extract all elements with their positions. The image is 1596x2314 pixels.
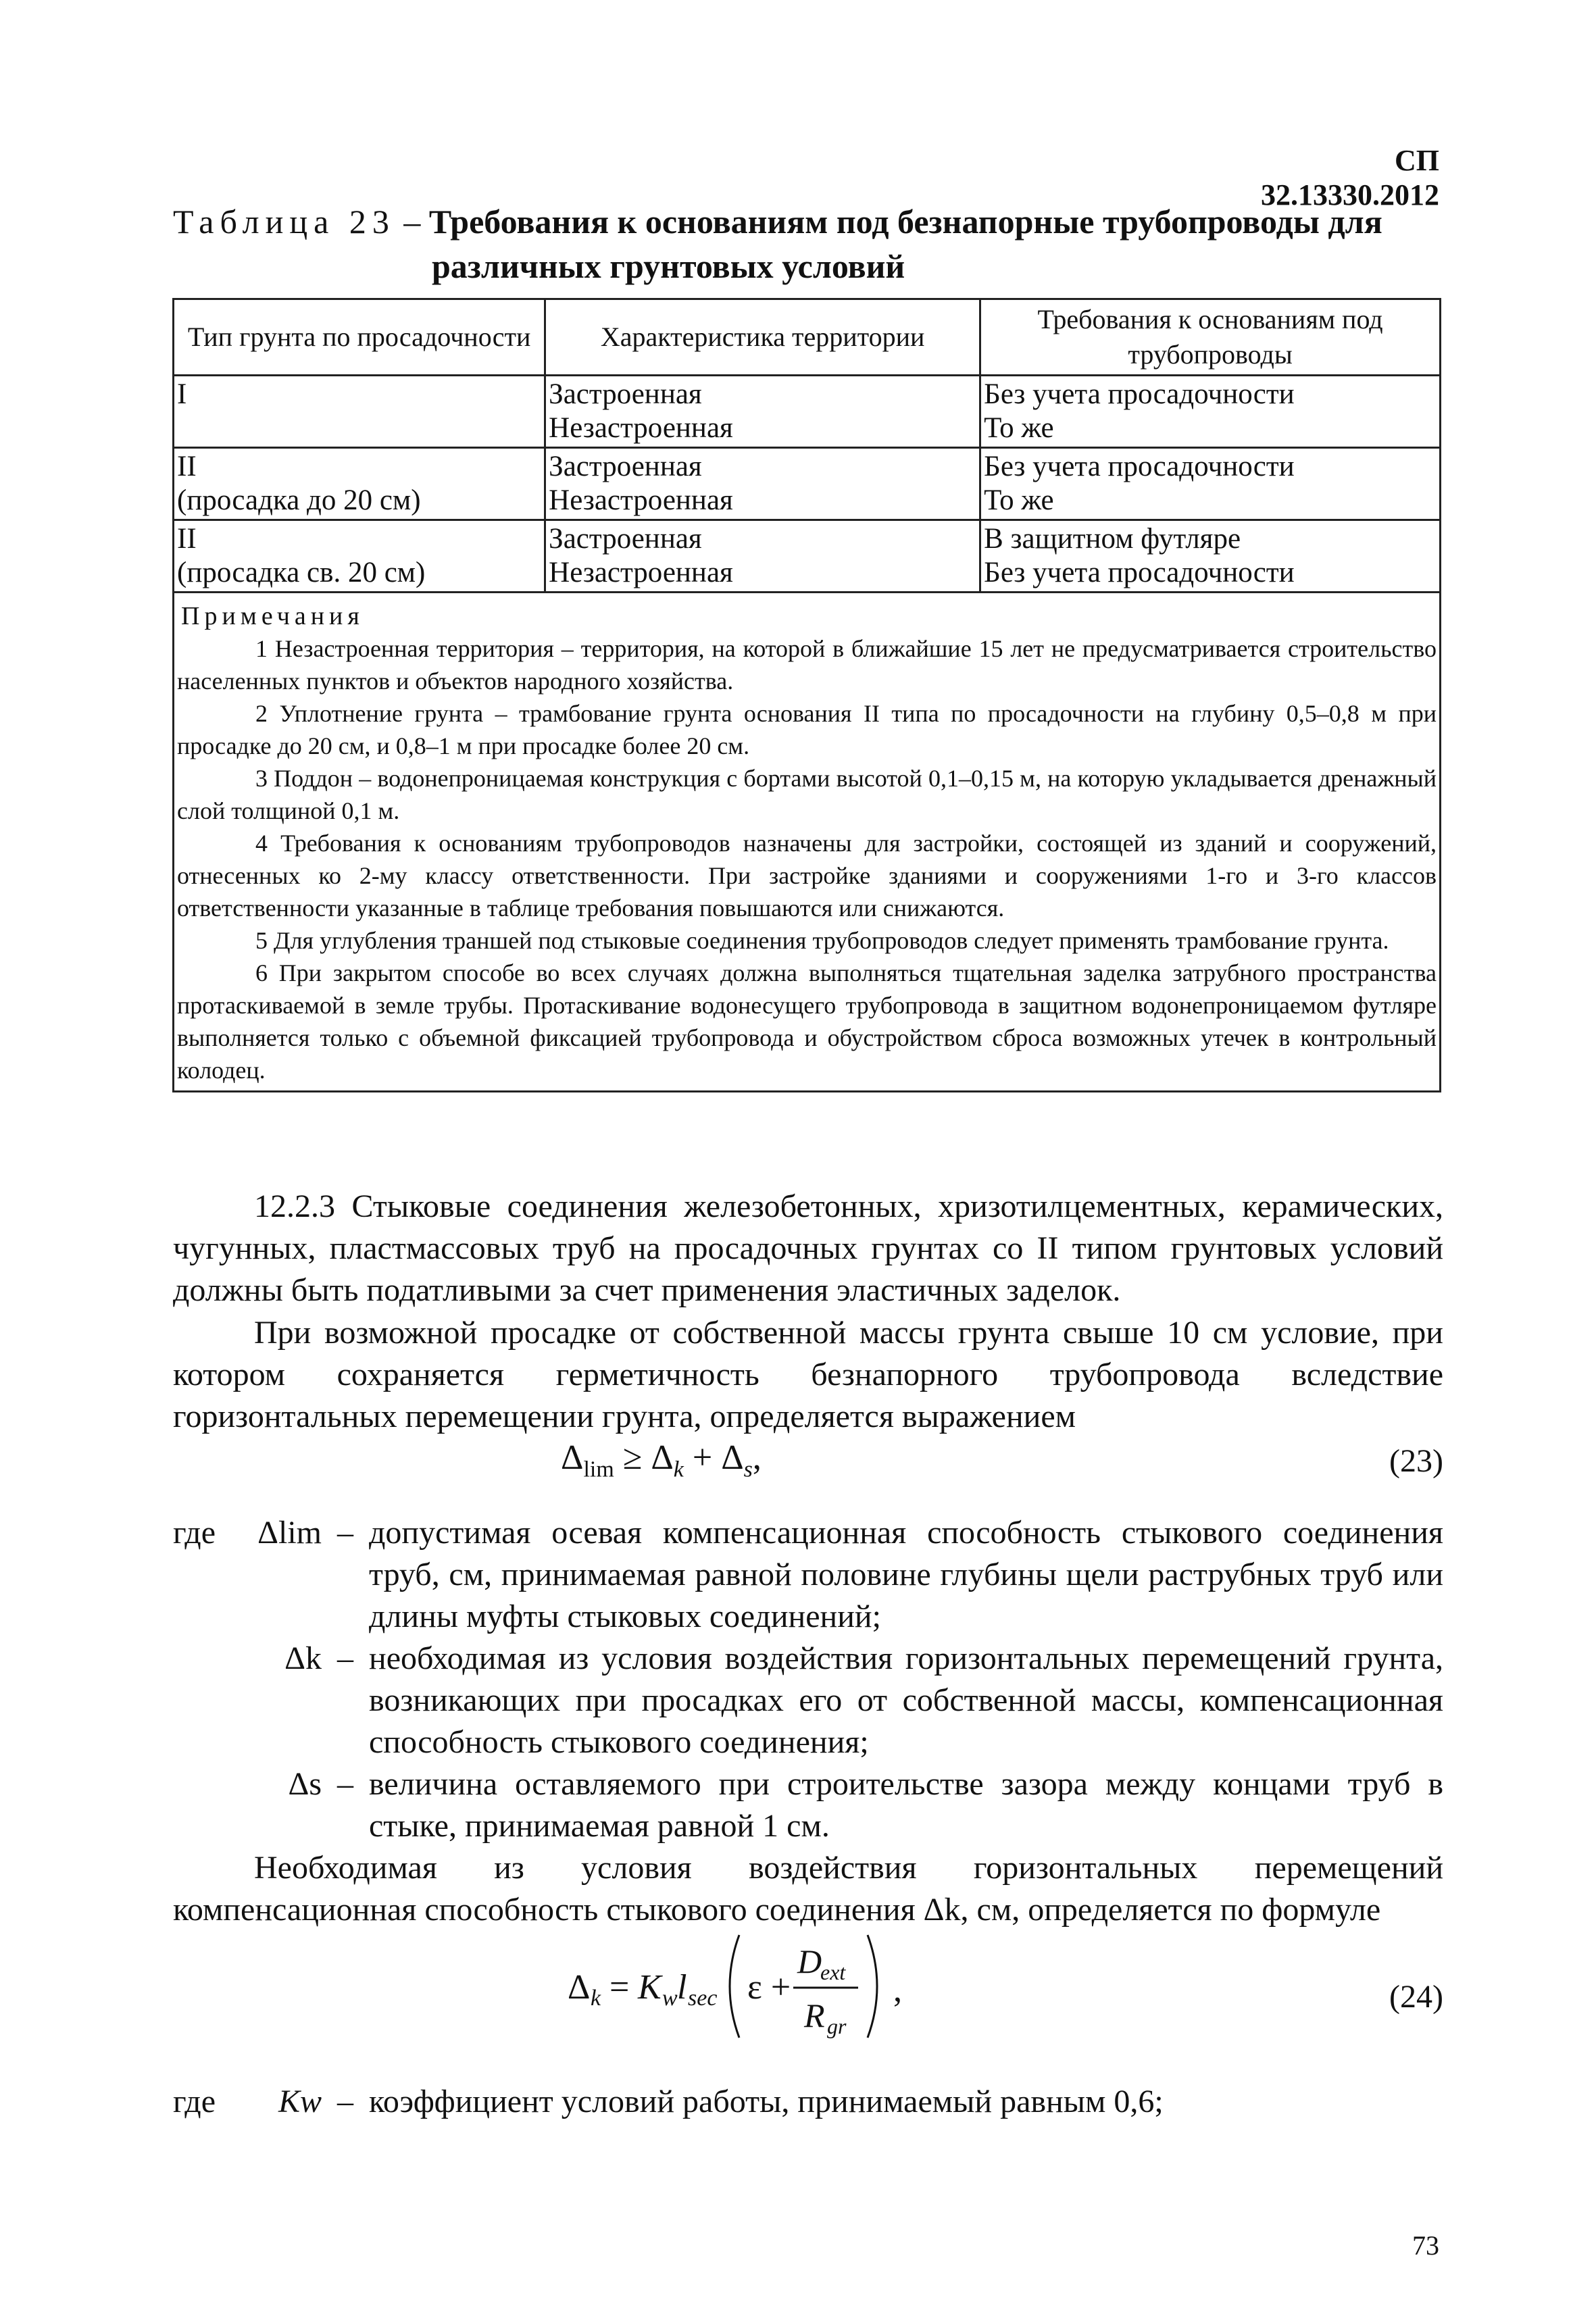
cell-requirement (980, 520, 1441, 593)
cell-soil-type (174, 448, 545, 520)
soil-type-note: (просадка св. 20 см) (177, 557, 426, 588)
cell-territory (545, 520, 980, 593)
definition-text: необходимая из условия воздействия горизонтальных перемещений грунта, возникающих при просадках его от собственной массы, компенсационная способность стыкового соединения; (369, 1640, 1443, 1760)
formula-24-number: (24) (1389, 1979, 1443, 2015)
svg-text:=: = (609, 1968, 630, 2007)
paragraph-formula-24-intro: Необходимая из условия воздействия горизонтальных перемещений компенсационная способность стыкового соединения Δk, см, определяется по формуле (173, 1850, 1443, 1928)
note-item: 6 При закрытом способе во всех случаях должна выполняться тщательная заделка затрубного пространства протаскиваемой в земле трубы. Протаскивание водонесущего трубопровода в защитном водонепроницаемом футляре выполняется только с объемной фиксацией трубопровода и обустройством сброса возможных утечек в контрольный колодец. (177, 959, 1437, 1084)
soil-type-note: (просадка до 20 см) (177, 484, 421, 516)
soil-type-text: II (177, 523, 197, 555)
territory-text: Застроенная (549, 523, 702, 555)
territory-text: Застроенная (549, 451, 702, 482)
svg-text:sec: sec (688, 1986, 718, 2011)
header-requirements: Требования к основаниям под трубопроводы (980, 299, 1441, 376)
header-soil-type: Тип грунта по просадочности (174, 299, 545, 376)
definition-dash: – (337, 1766, 353, 1802)
paragraph-subsidence: При возможной просадке от собственной массы грунта свыше 10 см условие, при котором сохраняется герметичность безнапорного трубопровода вследствие горизонтальных перемещении грунта, определяется выражением (173, 1315, 1443, 1434)
svg-text:l: l (677, 1968, 687, 2007)
soil-type-text: II (177, 451, 197, 482)
table-caption-title-2: различных грунтовых условий (432, 247, 905, 285)
definition-delta-k (173, 1638, 1443, 1763)
svg-text:R: R (804, 1996, 825, 2034)
svg-text:D: D (797, 1942, 822, 1980)
definition-text: допустимая осевая компенсационная способность стыкового соединения труб, см, принимаемая равной половине глубины щели раструбных труб или длины муфты стыковых соединений; (369, 1515, 1443, 1634)
note-item: 2 Уплотнение грунта – трамбование грунта основания II типа по просадочности на глубину 0,5–0,8 м при просадке до 20 см, и 0,8–1 м при просадке более 20 см. (177, 700, 1437, 759)
territory-text: Незастроенная (549, 412, 733, 444)
definition-text: коэффициент условий работы, принимаемый равным 0,6; (369, 2084, 1164, 2119)
definition-text: величина оставляемого при строительстве зазора между концами труб в стыке, принимаемая равной 1 см. (369, 1766, 1443, 1844)
svg-text:k: k (591, 1986, 601, 2011)
territory-text: Незастроенная (549, 557, 733, 588)
where-word: где (173, 2084, 216, 2119)
definition-dash: – (337, 2084, 353, 2119)
note-item: 1 Незастроенная территория – территория, на которой в ближайшие 15 лет не предусматривается строительство населенных пунктов и объектов народного хозяйства. (177, 635, 1437, 695)
definition-dash: – (337, 1515, 353, 1551)
cell-requirement (980, 376, 1441, 448)
svg-text:ε +: ε + (747, 1968, 791, 2007)
territory-text: Застроенная (549, 378, 702, 410)
header-territory: Характеристика территории (545, 299, 980, 376)
svg-text:w: w (662, 1986, 678, 2011)
formula-23-number: (23) (1389, 1443, 1443, 1479)
symbol-kw: Kw (278, 2084, 322, 2119)
symbol-delta-lim: Δlim (257, 1515, 322, 1551)
cell-soil-type (174, 376, 545, 448)
definition-delta-lim (173, 1512, 1443, 1638)
cell-requirement (980, 448, 1441, 520)
table-caption-dash: – (395, 203, 429, 241)
document-code: СП 32.13330.2012 (1261, 144, 1439, 211)
svg-text:,: , (893, 1971, 902, 2009)
requirement-text: В защитном футляре (984, 523, 1241, 555)
cell-soil-type (174, 520, 545, 593)
soil-type-text: I (177, 378, 187, 410)
page-number: 73 (1412, 2230, 1439, 2261)
note-item: 4 Требования к основаниям трубопроводов назначены для застройки, состоящей из зданий и сооружений, отнесенных ко 2-му классу ответственности. При застройке зданиями и сооружениями 1-го и 3-го классов ответственности указанные в таблице требования повышаются или снижаются. (177, 830, 1437, 922)
requirement-text: То же (984, 412, 1054, 444)
territory-text: Незастроенная (549, 484, 733, 516)
table-row (174, 520, 1441, 593)
requirements-table (172, 298, 1441, 1092)
paragraph-12-2-3: 12.2.3 Стыковые соединения железобетонных, хризотилцементных, керамических, чугунных, пластмассовых труб на просадочных грунтах со II типом грунтовых условий должны быть податливыми за счет применения эластичных заделок. (173, 1188, 1443, 1308)
table-caption (173, 199, 1443, 288)
table-notes (174, 593, 1441, 1092)
symbol-delta-k: Δk (284, 1640, 322, 1676)
svg-text:Δ: Δ (568, 1968, 591, 2007)
definition-kw (173, 2081, 1443, 2123)
table-caption-label: Таблица 23 (173, 203, 395, 241)
table-header-row (174, 299, 1441, 376)
formula-24 (568, 1926, 946, 2047)
note-item: 3 Поддон – водонепроницаемая конструкция с бортами высотой 0,1–0,15 м, на которую укладывается дренажный слой толщиной 0,1 м. (177, 765, 1437, 824)
definition-delta-s (173, 1763, 1443, 1847)
cell-territory (545, 448, 980, 520)
svg-text:gr: gr (827, 2014, 847, 2038)
definition-dash: – (337, 1640, 353, 1676)
table-row (174, 448, 1441, 520)
requirement-text: Без учета просадочности (984, 451, 1295, 482)
where-word: где (173, 1515, 216, 1551)
notes-title: Примечания (181, 602, 364, 630)
svg-text:K: K (638, 1968, 662, 2007)
requirement-text: Без учета просадочности (984, 557, 1295, 588)
formula-23: $\Delta_{lim} \ge \Delta_k + \Delta_s$, (561, 1438, 762, 1482)
table-caption-title-1: Требования к основаниям под безнапорные трубопроводы для (428, 203, 1382, 241)
note-item: 5 Для углубления траншей под стыковые соединения трубопроводов следует применять трамбование грунта. (255, 927, 1389, 954)
symbol-delta-s: Δs (288, 1766, 322, 1802)
cell-territory (545, 376, 980, 448)
requirement-text: Без учета просадочности (984, 378, 1295, 410)
table-notes-row (174, 593, 1441, 1092)
table-row (174, 376, 1441, 448)
svg-text:ext: ext (820, 1960, 846, 1984)
requirement-text: То же (984, 484, 1054, 516)
